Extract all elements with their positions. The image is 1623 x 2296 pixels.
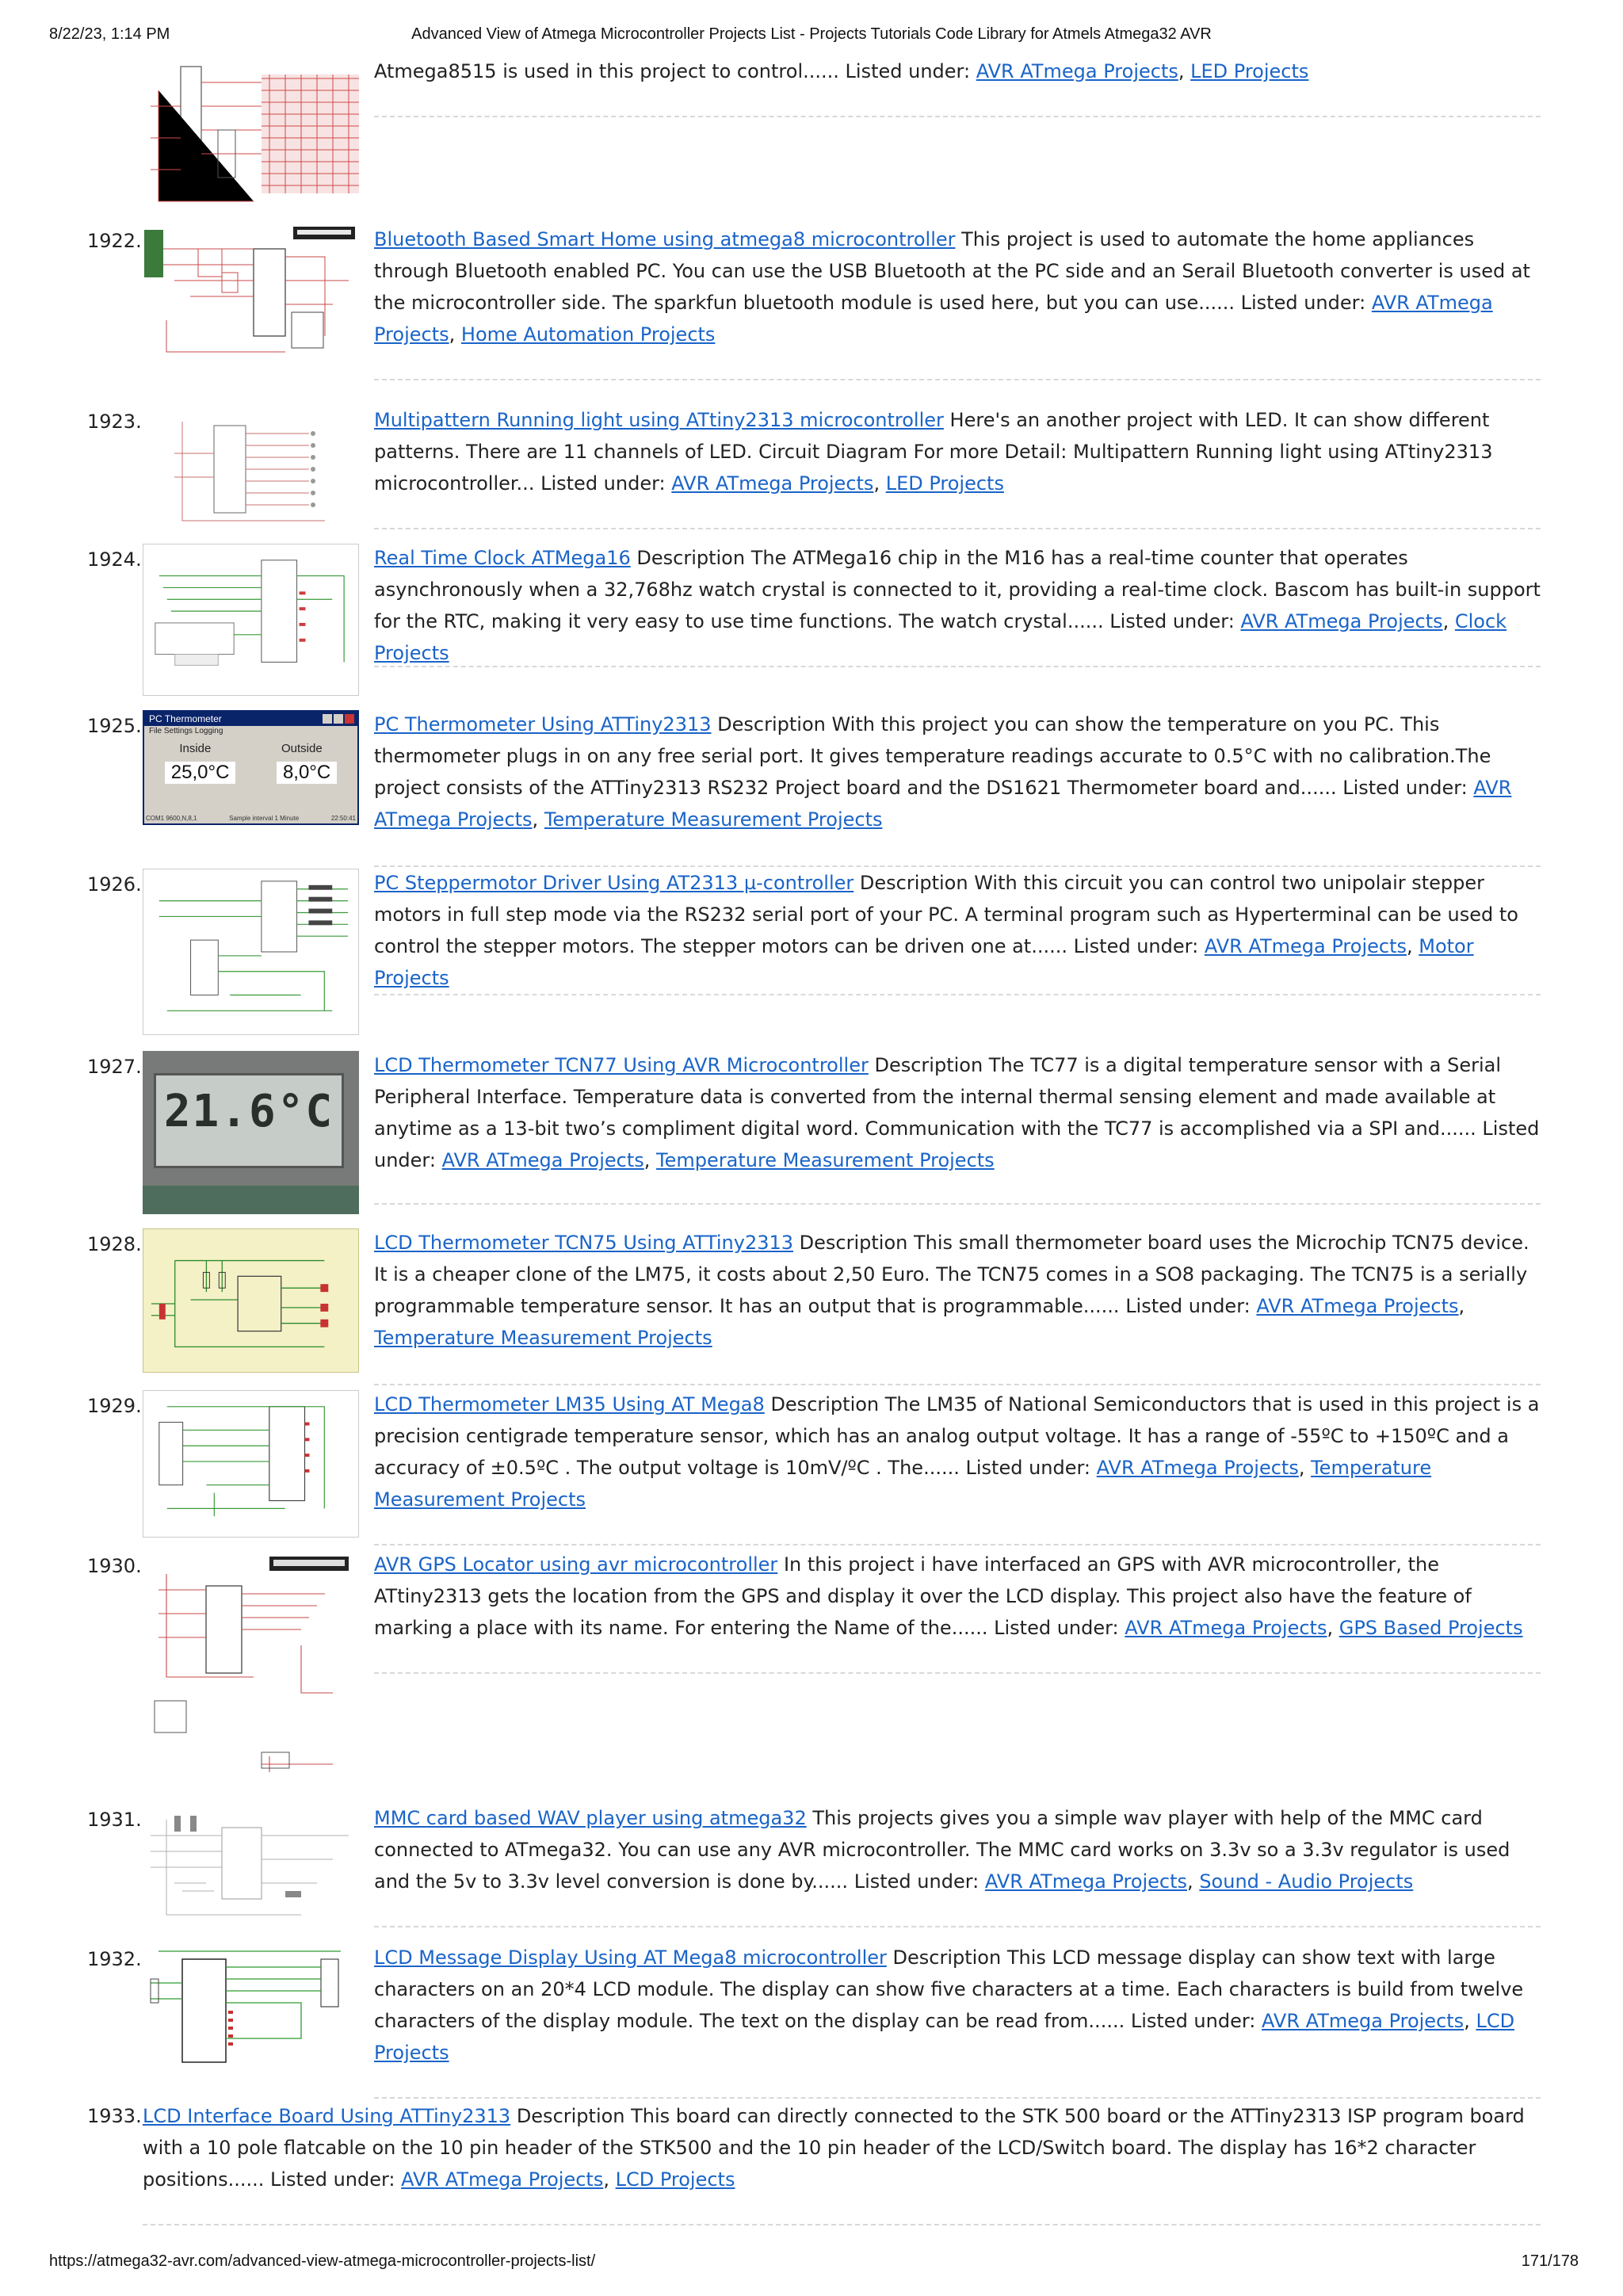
category-separator: , <box>1327 1617 1339 1639</box>
entry-description: This project is used to automate the home appliances through Bluetooth enabled PC. You can use the USB Bluetooth at the PC side and an Serail Bluetooth converter is used at the microcontroller side. The sparkfun bluetooth module is used here, but you can use...... <box>374 228 1530 314</box>
listed-under-label: Listed under: <box>540 472 666 495</box>
project-title-link[interactable]: Bluetooth Based Smart Home using atmega8 microcontroller <box>374 228 956 250</box>
entry-number: 1928. <box>87 1233 142 1255</box>
thumb-menu-bar: File Settings Logging <box>149 727 223 735</box>
close-icon <box>345 714 354 724</box>
category-separator: , <box>532 808 544 831</box>
category-separator: , <box>1442 610 1455 632</box>
category-separator: , <box>873 472 886 495</box>
category-link[interactable]: Clock Projects <box>374 610 1507 664</box>
running-light-schematic-thumbnail[interactable] <box>143 406 359 529</box>
led-matrix-schematic-thumbnail[interactable] <box>143 59 359 209</box>
thumb-inside-label: Inside <box>179 742 212 755</box>
category-link[interactable]: AVR ATmega Projects <box>1262 2010 1465 2032</box>
thumb-status-port: COM1 9600,N,8,1 <box>146 815 197 822</box>
category-link[interactable]: Temperature Measurement Projects <box>374 1327 712 1349</box>
minimize-icon <box>323 714 332 724</box>
project-title-link[interactable]: LCD Thermometer TCN75 Using ATTiny2313 <box>374 1232 794 1254</box>
thumb-status-interval: Sample interval 1 Minute <box>229 815 300 822</box>
category-link[interactable]: AVR ATmega Projects <box>401 2168 604 2191</box>
category-link[interactable]: AVR ATmega Projects <box>374 777 1512 831</box>
entry-number: 1930. <box>87 1555 142 1577</box>
listed-under-label: Listed under: <box>1125 1295 1251 1317</box>
entry-number: 1924. <box>87 548 142 571</box>
thumb-status-time: 22:50:41 <box>330 815 356 822</box>
project-title-link[interactable]: PC Thermometer Using ATTiny2313 <box>374 713 712 735</box>
category-separator: , <box>1187 1870 1200 1893</box>
rtc-schematic-thumbnail[interactable] <box>143 544 359 696</box>
entry-separator <box>374 116 1541 117</box>
entry-number: 1923. <box>87 411 142 433</box>
listed-under-label: Listed under: <box>374 1117 1540 1171</box>
category-separator: , <box>1458 1295 1465 1317</box>
entry-description: Here's an another project with LED. It can show different patterns. There are 11 channels of LED. Circuit Diagram For more Detail: Multipattern Running light using ATtiny2313 microcontroller... <box>374 409 1493 495</box>
category-link[interactable]: AVR ATmega Projects <box>671 472 874 495</box>
category-link[interactable]: AVR ATmega Projects <box>374 292 1493 346</box>
project-title-link[interactable]: AVR GPS Locator using avr microcontroller <box>374 1553 778 1576</box>
entry-separator <box>374 1926 1541 1927</box>
category-link[interactable]: LED Projects <box>885 472 1004 495</box>
entry-number: 1933. <box>87 2105 142 2127</box>
category-link[interactable]: GPS Based Projects <box>1338 1617 1523 1639</box>
entry-text <box>374 709 1541 835</box>
listed-under-label: Listed under: <box>1109 610 1235 632</box>
entry-description: Description With this circuit you can control two unipolair stepper motors in full step mode via the RS232 serial port of your PC. A terminal program such as Hyperterminal can be used to control the stepper motors. The stepper motors can be driven one at...... <box>374 872 1518 957</box>
print-url: https://atmega32-avr.com/advanced-view-atmega-microcontroller-projects-list/ <box>49 2252 596 2270</box>
entry-description: Atmega8515 is used in this project to control...... <box>374 60 839 82</box>
listed-under-label: Listed under: <box>1073 935 1199 957</box>
gps-locator-schematic-thumbnail[interactable] <box>143 1550 359 1788</box>
category-link[interactable]: Home Automation Projects <box>460 323 716 346</box>
entry-text <box>374 404 1541 499</box>
entry-separator <box>143 2224 1541 2225</box>
category-link[interactable]: Temperature Measurement Projects <box>544 808 883 831</box>
entry-description: Description With this project you can show the temperature on you PC. This thermometer plugs in on any free serial port. It gives temperature readings accurate to 0.5°C with no calibration.The project consists of the ATTiny2313 RS232 Project board and the DS1621 Thermometer board and...... <box>374 713 1491 799</box>
category-separator: , <box>1406 935 1419 957</box>
entry-number: 1922. <box>87 230 142 252</box>
listed-under-label: Listed under: <box>1240 292 1366 314</box>
category-separator: , <box>449 323 461 346</box>
entry-description: Description The ATMega16 chip in the M16 has a real-time counter that operates asynchronously when a 32,768hz watch crystal is connected to it, providing a real-time clock. Bascom has built-in support for the RTC, making it very easy to use time functions. The watch crystal...... <box>374 547 1541 632</box>
print-datetime: 8/22/23, 1:14 PM <box>49 25 170 43</box>
entry-number: 1931. <box>87 1809 142 1831</box>
category-link[interactable]: AVR ATmega Projects <box>984 1870 1188 1893</box>
bluetooth-home-schematic-thumbnail[interactable] <box>143 225 359 361</box>
entry-description: Description This board can directly connected to the STK 500 board or the ATTiny2313 ISP program board with a 10 pole flatcable on the 10 pin header of the STK500 and the 10 pin header of the LCD/Switch board. The display has 16*2 character positions...... <box>143 2105 1525 2191</box>
entry-text <box>143 2100 1541 2195</box>
category-link[interactable]: LCD Projects <box>615 2168 735 2191</box>
project-title-link[interactable]: Multipattern Running light using ATtiny2313 microcontroller <box>374 409 944 431</box>
project-title-link[interactable]: LCD Thermometer LM35 Using AT Mega8 <box>374 1393 765 1415</box>
listed-under-label: Listed under: <box>854 1870 980 1893</box>
category-link[interactable]: Temperature Measurement Projects <box>374 1457 1432 1511</box>
entry-description: Description The LM35 of National Semiconductors that is used in this project is a precision centigrade temperature sensor, which has an analog output voltage. It has a range of -55ºC to +150ºC and a accuracy of ±0.5ºC . The output voltage is 10mV/ºC . The...... <box>374 1393 1540 1479</box>
listed-under-label: Listed under: <box>994 1617 1119 1639</box>
lcd-tcn77-photo-thumbnail[interactable] <box>143 1051 359 1214</box>
entry-text <box>374 1227 1541 1354</box>
entry-number: 1927. <box>87 1056 142 1078</box>
entry-number: 1926. <box>87 873 142 896</box>
entry-text <box>374 867 1541 994</box>
entry-text <box>374 542 1541 669</box>
entry-text <box>374 55 1541 87</box>
entry-separator <box>374 2097 1541 2099</box>
entry-text <box>374 1549 1541 1644</box>
project-title-link[interactable]: Real Time Clock ATMega16 <box>374 547 631 569</box>
category-separator: , <box>1464 2010 1476 2032</box>
lcd-message-schematic-thumbnail[interactable] <box>143 1943 359 2067</box>
category-link[interactable]: AVR ATmega Projects <box>976 60 1178 82</box>
entry-description: Description This LCD message display can show text with large characters on an 20*4 LCD module. The display can show five characters at a time. Each characters is build from twelve characters of the display module. The text on the display can be read from...... <box>374 1946 1524 2032</box>
pc-thermometer-window-thumbnail[interactable] <box>143 710 359 825</box>
entry-description: Description This small thermometer board uses the Microchip TCN75 device. It is a cheaper clone of the LM75, it costs about 2,50 Euro. The TCN75 comes in a SO8 packaging. The TCN75 is a serially programmable temperature sensor. It has an output that is programmable...... <box>374 1232 1529 1317</box>
category-link[interactable]: AVR ATmega Projects <box>1240 610 1443 632</box>
entry-text <box>374 1942 1541 2069</box>
project-title-link[interactable]: LCD Interface Board Using ATTiny2313 <box>143 2105 511 2127</box>
category-link[interactable]: Motor Projects <box>374 935 1474 989</box>
tcn75-schematic-thumbnail[interactable] <box>143 1228 359 1373</box>
entry-description: In this project i have interfaced an GPS with AVR microcontroller, the ATtiny2313 gets the location from the GPS and display it over the LCD display. This project also have the feature of marking a place with its name. For entering the Name of the...... <box>374 1553 1472 1639</box>
category-link[interactable]: AVR ATmega Projects <box>1204 935 1407 957</box>
listed-under-label: Listed under: <box>1342 777 1468 799</box>
entry-separator <box>374 1203 1541 1205</box>
project-title-link[interactable]: LCD Message Display Using AT Mega8 microcontroller <box>374 1946 887 1969</box>
thumb-lcd-reading: 21.6°C <box>163 1086 334 1137</box>
category-link[interactable]: AVR ATmega Projects <box>1125 1617 1327 1639</box>
maximize-icon <box>334 714 343 724</box>
entry-number: 1925. <box>87 715 142 737</box>
entry-description: Description The TC77 is a digital temperature sensor with a Serial Peripheral Interface. Temperature data is converted from the internal thermal sensing element and made available at anytime as a 13-bit two’s compliment digital word. Communication with the TC77 is accomplished via a SPI and...... <box>374 1054 1502 1140</box>
category-separator: , <box>603 2168 616 2191</box>
entry-text <box>374 1802 1541 1897</box>
entry-text <box>374 1389 1541 1515</box>
entry-separator <box>374 666 1541 667</box>
page-title: Advanced View of Atmega Microcontroller Projects List - Projects Tutorials Code Library for Atmels Atmega32 AVR <box>411 25 1212 43</box>
category-link[interactable]: Temperature Measurement Projects <box>656 1149 995 1171</box>
lm35-schematic-thumbnail[interactable] <box>143 1390 359 1538</box>
page-number: 171/178 <box>1521 2252 1579 2270</box>
category-link[interactable]: Sound - Audio Projects <box>1199 1870 1414 1893</box>
wav-player-schematic-thumbnail[interactable] <box>143 1804 359 1927</box>
entry-separator <box>374 379 1541 380</box>
project-title-link[interactable]: MMC card based WAV player using atmega32 <box>374 1807 807 1829</box>
listed-under-label: Listed under: <box>845 60 971 82</box>
listed-under-label: Listed under: <box>965 1457 1091 1479</box>
entry-number: 1929. <box>87 1395 142 1417</box>
project-title-link[interactable]: LCD Thermometer TCN77 Using AVR Microcontroller <box>374 1054 869 1076</box>
category-separator: , <box>1298 1457 1312 1479</box>
category-separator: , <box>1178 60 1191 82</box>
project-title-link[interactable]: PC Steppermotor Driver Using AT2313 µ-controller <box>374 872 854 894</box>
category-link[interactable]: LED Projects <box>1190 60 1309 82</box>
listed-under-label: Listed under: <box>269 2168 395 2191</box>
thumb-outside-label: Outside <box>281 742 323 755</box>
category-link[interactable]: AVR ATmega Projects <box>1096 1457 1299 1479</box>
entry-text <box>374 1049 1541 1176</box>
thumb-inside-value: 25,0°C <box>165 762 236 784</box>
entry-separator <box>374 528 1541 529</box>
entry-separator <box>374 994 1541 995</box>
entry-text <box>374 223 1541 350</box>
stepper-driver-schematic-thumbnail[interactable] <box>143 869 359 1035</box>
listed-under-label: Listed under: <box>1130 2010 1256 2032</box>
entry-separator <box>374 1544 1541 1545</box>
entry-separator <box>374 1672 1541 1674</box>
thumb-outside-value: 8,0°C <box>277 762 337 784</box>
category-link[interactable]: AVR ATmega Projects <box>1256 1295 1459 1317</box>
entry-separator <box>374 1384 1541 1385</box>
category-link[interactable]: LCD Projects <box>374 2010 1515 2064</box>
thumb-window-title: PC Thermometer <box>144 712 357 726</box>
entry-number: 1932. <box>87 1948 142 1970</box>
category-link[interactable]: AVR ATmega Projects <box>441 1149 644 1171</box>
entry-description: This projects gives you a simple wav player with help of the MMC card connected to ATmega32. You can use any AVR microcontroller. The MMC card works on 3.3v so a 3.3v regulator is used and the 5v to 3.3v level conversion is done by...... <box>374 1807 1510 1893</box>
category-separator: , <box>643 1149 657 1171</box>
